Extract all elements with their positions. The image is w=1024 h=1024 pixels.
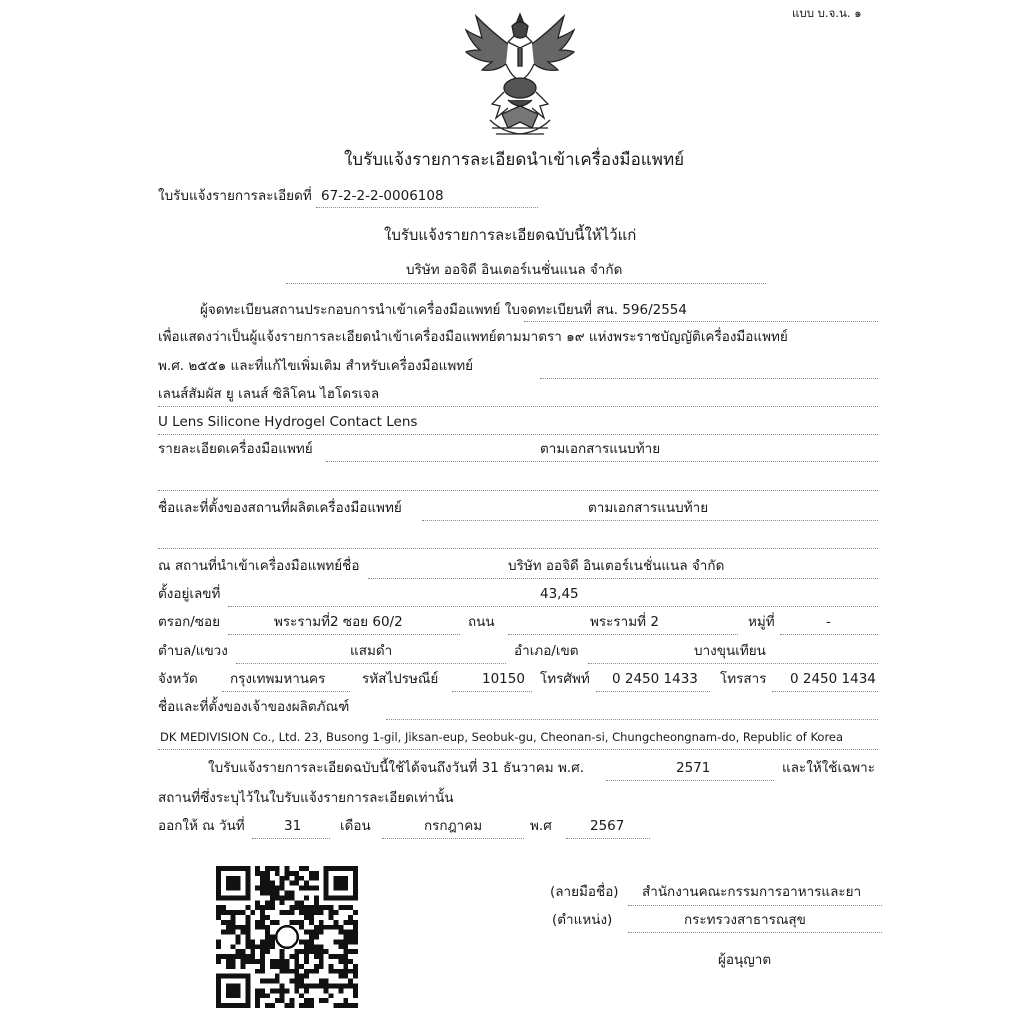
import-site-value: บริษัท ออจิดี อินเตอร์เนชั่นแนล จำกัด [508,558,725,574]
company-name: บริษัท ออจิดี อินเตอร์เนชั่นแนล จำกัด [406,262,623,278]
dotted-line [316,207,538,208]
valid-year: 2571 [676,760,711,776]
dotted-line [228,606,878,607]
dotted-line [628,905,882,906]
district-value: บางขุนเทียน [694,643,766,659]
issued-label: ออกให้ ณ วันที่ [158,818,245,834]
dotted-line [386,719,878,720]
dotted-line [158,406,878,407]
dotted-line [540,378,878,379]
dotted-line [286,283,766,284]
address-no: 43,45 [540,586,579,602]
address-no-label: ตั้งอยู่เลขที่ [158,586,221,602]
licensor-label: ผู้อนุญาต [718,952,772,968]
owner-label: ชื่อและที่ตั้งของเจ้าของผลิตภัณฑ์ [158,699,350,715]
dotted-line [382,838,524,839]
month-label: เดือน [340,818,371,834]
device-name-en: U Lens Silicone Hydrogel Contact Lens [158,414,418,430]
phone-label: โทรศัพท์ [540,671,590,687]
device-name-th: เลนส์สัมผัส ยู เลนส์ ซิลิโคน ไฮโดรเจล [158,386,380,402]
moo-value: - [826,614,831,630]
dotted-line [452,691,532,692]
subdistrict-label: ตำบล/แขวง [158,643,228,659]
dotted-line [628,932,882,933]
law-text-2: พ.ศ. ๒๕๕๑ และที่แก้ไขเพิ่มเติม สำหรับเครื่องมือแพทย์ [158,358,474,374]
notification-no-label: ใบรับแจ้งรายการละเอียดที่ [158,188,312,204]
fax-label: โทรสาร [720,671,767,687]
valid-text-2: สถานที่ซึ่งระบุไว้ในใบรับแจ้งรายการละเอียดเท่านั้น [158,790,454,806]
license-text: ผู้จดทะเบียนสถานประกอบการนำเข้าเครื่องมือแพทย์ ใบจดทะเบียนที่ สน. 596/2554 [200,302,687,318]
dotted-line [772,691,878,692]
postcode-label: รหัสไปรษณีย์ [362,671,439,687]
dotted-line [422,520,878,521]
detail-label: รายละเอียดเครื่องมือแพทย์ [158,441,313,457]
moo-label: หมู่ที่ [748,614,775,630]
signature-label: (ลายมือชื่อ) [550,884,619,900]
year-label: พ.ศ [530,818,552,834]
dotted-line [252,838,330,839]
signature-value: สำนักงานคณะกรรมการอาหารและยา [642,884,862,900]
dotted-line [508,634,738,635]
manufacturer-site-label: ชื่อและที่ตั้งของสถานที่ผลิตเครื่องมือแพทย์ [158,500,402,516]
notification-no: 67-2-2-2-0006108 [321,188,444,204]
road-label: ถนน [468,614,495,630]
issued-day: 31 [284,818,302,834]
dotted-line [228,634,460,635]
dotted-line [158,490,878,491]
position-value: กระทรวงสาธารณสุข [684,912,806,928]
form-code: แบบ บ.จ.น. ๑ [792,6,862,20]
dotted-line [158,548,878,549]
dotted-line [326,461,878,462]
dotted-line [158,434,878,435]
road-value: พระรามที่ 2 [590,614,659,630]
postcode-value: 10150 [482,671,525,687]
dotted-line [780,634,878,635]
dotted-line [222,691,350,692]
dotted-line [588,663,878,664]
valid-suffix: และให้ใช้เฉพาะ [782,760,876,776]
issued-year: 2567 [590,818,625,834]
garuda-emblem [462,8,578,140]
dotted-line [158,749,878,750]
document-title: ใบรับแจ้งรายการละเอียดนำเข้าเครื่องมือแพทย์ [344,150,685,170]
province-label: จังหวัด [158,671,198,687]
soi-label: ตรอก/ซอย [158,614,221,630]
detail-value: ตามเอกสารแนบท้าย [540,441,661,457]
dotted-line [236,663,506,664]
fax-value: 0 2450 1434 [790,671,876,687]
dotted-line [368,578,878,579]
district-label: อำเภอ/เขต [514,643,579,659]
dotted-line [524,321,878,322]
qr-code [216,866,358,1008]
import-site-label: ณ สถานที่นำเข้าเครื่องมือแพทย์ชื่อ [158,558,360,574]
law-text: เพื่อแสดงว่าเป็นผู้แจ้งรายการละเอียดนำเข้าเครื่องมือแพทย์ตามมาตรา ๑๙ แห่งพระราชบัญญัติเครื่องมือแพทย์ [158,329,788,345]
phone-value: 0 2450 1433 [612,671,698,687]
dotted-line [596,691,710,692]
soi-value: พระรามที่2 ซอย 60/2 [274,614,403,630]
dotted-line [566,838,650,839]
issued-month: กรกฎาคม [424,818,483,834]
issued-to-label: ใบรับแจ้งรายการละเอียดฉบับนี้ให้ไว้แก่ [384,226,637,244]
dotted-line [606,780,774,781]
owner-value: DK MEDIVISION Co., Ltd. 23, Busong 1-gil, Jiksan-eup, Seobuk-gu, Cheonan-si, Chungcheongnam-do, Republic of Korea [160,730,844,744]
province-value: กรุงเทพมหานคร [230,671,326,687]
valid-text: ใบรับแจ้งรายการละเอียดฉบับนี้ใช้ได้จนถึงวันที่ 31 ธันวาคม พ.ศ. [208,760,585,776]
subdistrict-value: แสมดำ [350,643,393,659]
position-label: (ตำแหน่ง) [552,912,613,928]
manufacturer-site-value: ตามเอกสารแนบท้าย [588,500,709,516]
